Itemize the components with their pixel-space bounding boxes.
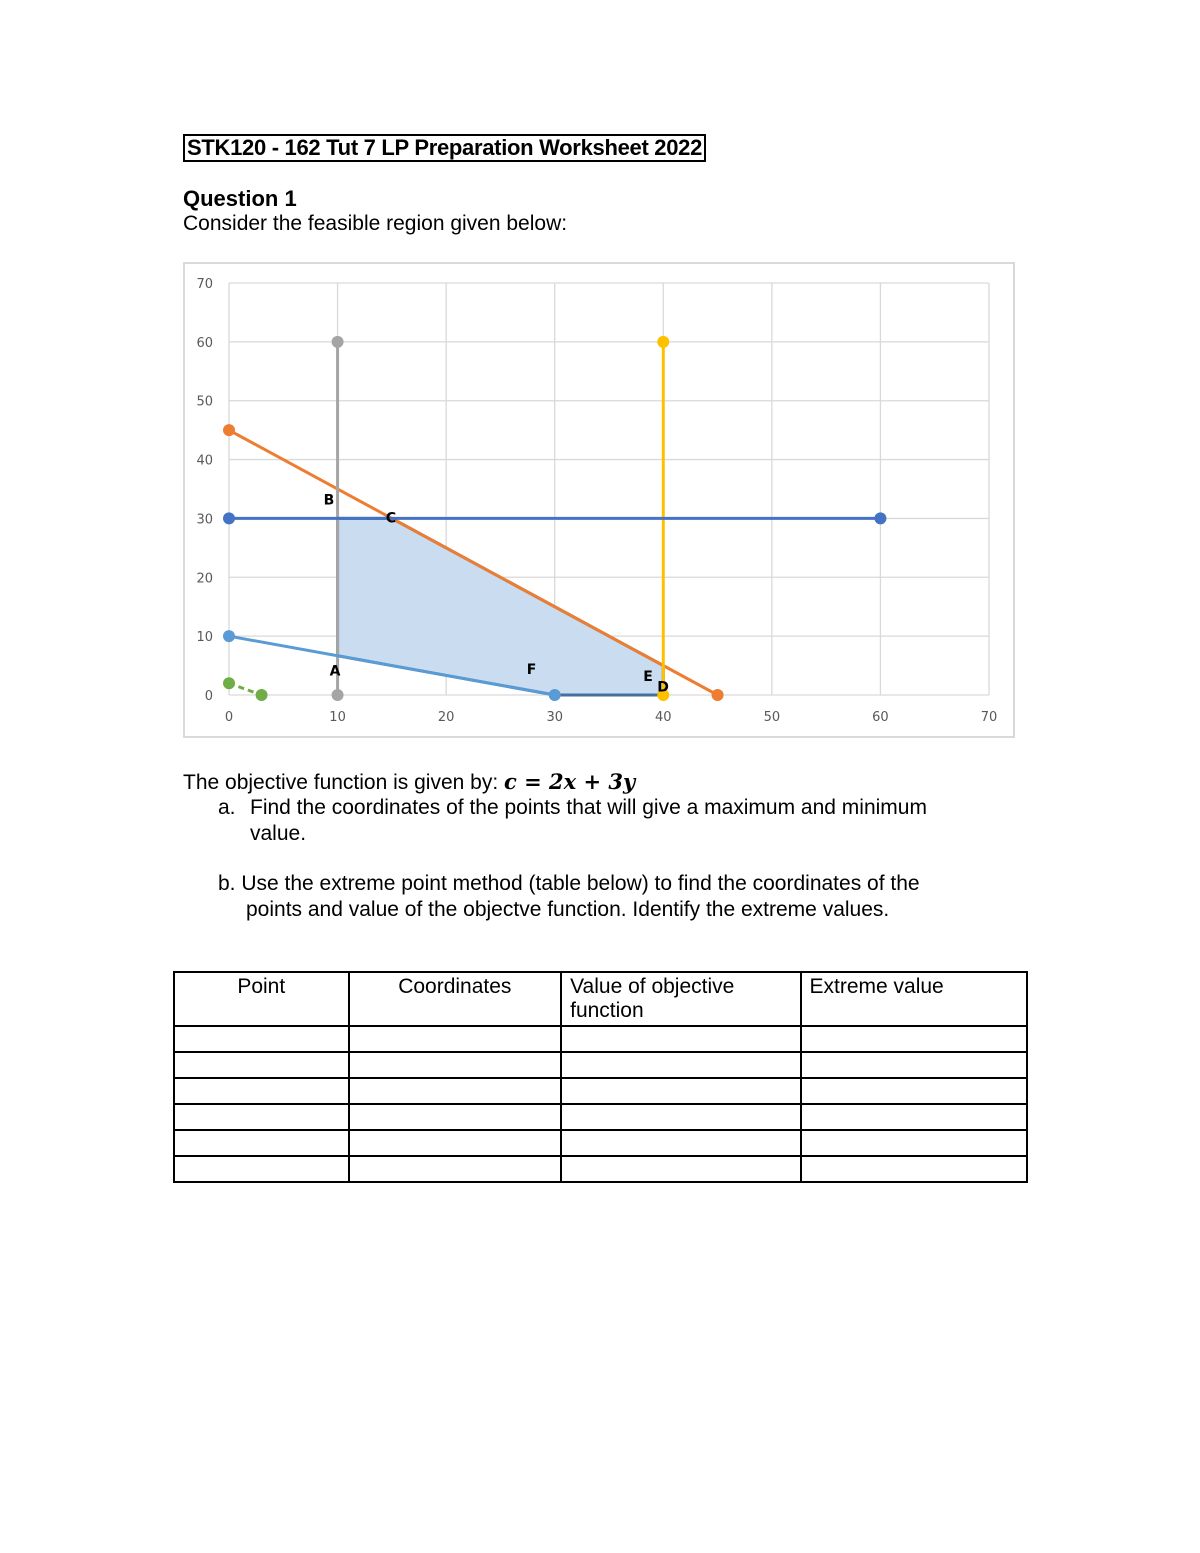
table-cell[interactable] [174,1156,349,1182]
table-cell[interactable] [174,1104,349,1130]
x-tick-label: 0 [224,710,234,725]
header-extreme-value: Extreme value [801,972,1027,1026]
header-objective-value: Value of objective function [561,972,800,1026]
table-cell[interactable] [801,1156,1027,1182]
point-label-c: C [385,510,397,527]
question-heading: Question 1 [183,186,297,211]
header-point: Point [174,972,349,1026]
part-b-text: b. Use the extreme point method (table below) to find the coordinates of the points and value of the objectve function. Identify the extreme values. [218,872,920,921]
table-cell[interactable] [349,1052,562,1078]
table-cell[interactable] [801,1052,1027,1078]
part-a-text: Find the coordinates of the points that will give a maximum and minimum value. [250,796,927,845]
objective-lead: The objective function is given by: [183,771,499,794]
question-intro: Consider the feasible region given below: [183,212,568,235]
table-cell[interactable] [174,1052,349,1078]
part-a-label: a. [218,796,236,819]
table-cell[interactable] [174,1078,349,1104]
table-row [174,1104,1027,1130]
extreme-point-table [173,971,1028,1183]
table-cell[interactable] [561,1078,800,1104]
constraint-endpoint [332,689,344,701]
point-label-b: B [323,492,335,509]
point-label-d: D [657,679,669,696]
table-cell[interactable] [349,1156,562,1182]
table-cell[interactable] [561,1130,800,1156]
constraint-endpoint [549,689,561,701]
y-tick-label: 30 [196,512,213,528]
table-cell[interactable] [801,1104,1027,1130]
table-cell[interactable] [801,1130,1027,1156]
constraint-endpoint [223,512,235,524]
table-cell[interactable] [174,1130,349,1156]
x-tick-label: 40 [655,710,672,725]
y-tick-label: 20 [196,571,213,587]
table-row [174,1052,1027,1078]
worksheet-title: STK120 - 162 Tut 7 LP Preparation Worksheet 2022 [183,134,706,162]
x-tick-label: 70 [980,710,998,725]
table-cell[interactable] [801,1078,1027,1104]
y-tick-label: 60 [196,335,213,351]
constraint-endpoint [223,630,235,642]
x-tick-label: 60 [872,710,889,725]
constraint-endpoint [256,689,268,701]
table-row [174,1130,1027,1156]
constraint-endpoint [657,336,669,348]
y-tick-label: 50 [196,394,213,410]
table-cell[interactable] [561,1104,800,1130]
x-tick-label: 50 [763,710,781,725]
table-cell[interactable] [174,1026,349,1052]
header-coordinates: Coordinates [349,972,562,1026]
table-cell[interactable] [561,1052,800,1078]
y-tick-label: 40 [196,453,213,469]
table-cell[interactable] [801,1026,1027,1052]
table-cell[interactable] [349,1104,562,1130]
table-header-row [174,972,1027,1026]
table-row [174,1026,1027,1052]
table-cell[interactable] [349,1078,562,1104]
constraint-endpoint [712,689,724,701]
constraint-endpoint [223,424,235,436]
y-tick-label: 0 [204,689,213,704]
table-cell[interactable] [561,1156,800,1182]
feasible-region [338,518,664,695]
constraint-endpoint [332,336,344,348]
constraint-endpoint [223,677,235,689]
chart-frame [183,262,1015,738]
part-b [218,871,978,923]
x-tick-label: 30 [546,710,563,725]
x-tick-label: 20 [437,710,455,725]
objective-function [183,769,635,795]
feasible-region-chart [185,264,1013,736]
table-cell[interactable] [349,1026,562,1052]
table-row [174,1156,1027,1182]
y-tick-label: 10 [196,630,213,646]
table-cell[interactable] [561,1026,800,1052]
point-label-a: A [329,663,341,680]
y-tick-label: 70 [196,277,213,292]
x-tick-label: 10 [329,710,346,725]
point-label-e: E [643,669,653,685]
table-row [174,1078,1027,1104]
point-label-f: F [526,662,537,678]
table-cell[interactable] [349,1130,562,1156]
objective-formula: c = 2x + 3y [504,769,636,794]
constraint-endpoint [874,512,886,524]
